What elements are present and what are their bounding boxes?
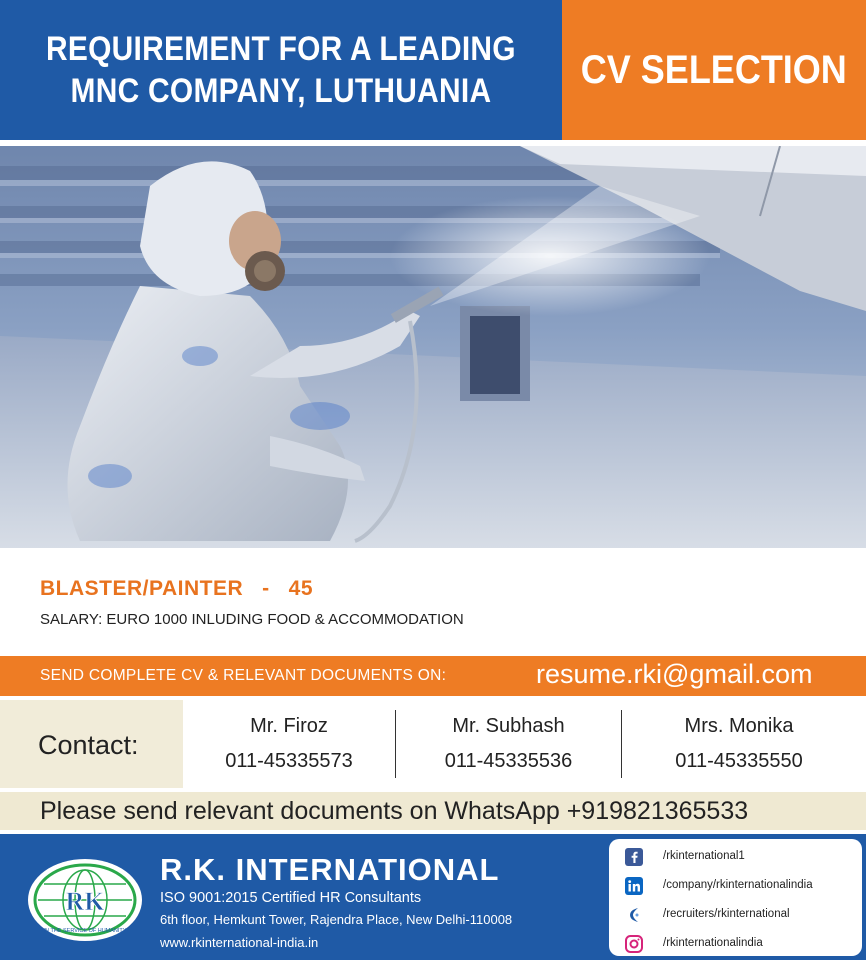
social-link-linkedin[interactable] <box>609 874 862 898</box>
contact-person <box>622 700 856 788</box>
job-title-row <box>40 577 313 601</box>
resume-email-link[interactable]: resume.rki@gmail.com <box>536 659 813 689</box>
contact-phone[interactable]: 011-45335573 <box>225 750 353 772</box>
contact-list <box>183 700 866 788</box>
contact-name: Mr. Firoz <box>250 715 328 737</box>
cv-selection-panel <box>562 0 866 140</box>
salary-text: SALARY: EURO 1000 INLUDING FOOD & ACCOMMODATION <box>40 611 464 628</box>
contact-label-box <box>0 700 183 788</box>
svg-text:RK: RK <box>65 887 105 916</box>
company-certification: ISO 9001:2015 Certified HR Consultants <box>160 890 422 906</box>
company-name: R.K. INTERNATIONAL <box>160 852 500 887</box>
company-website-link[interactable]: www.rkinternational-india.in <box>160 935 319 950</box>
rk-logo <box>26 858 144 942</box>
whatsapp-text: Please send relevant documents on WhatsApp +919821365533 <box>40 797 749 825</box>
social-link-facebook[interactable] <box>609 845 862 869</box>
social-links-panel <box>609 839 862 956</box>
page-title <box>46 28 516 112</box>
spray-painter-photo <box>0 146 866 548</box>
contact-label: Contact: <box>38 730 139 760</box>
instagram-handle: /rkinternationalindia <box>663 937 763 949</box>
contact-phone[interactable]: 011-45335550 <box>675 750 803 772</box>
linkedin-icon <box>625 877 643 895</box>
naukri-handle: /recruiters/rkinternational <box>663 908 790 920</box>
contact-name: Mr. Subhash <box>452 715 565 737</box>
cv-selection-badge: CV SELECTION <box>580 47 848 92</box>
linkedin-handle: /company/rkinternationalindia <box>663 879 813 891</box>
header-title-panel <box>0 0 562 140</box>
send-cv-bar <box>0 656 866 696</box>
title-line-2: MNC COMPANY, LUTHUANIA <box>70 72 492 110</box>
company-footer <box>0 834 866 960</box>
title-line-1: REQUIREMENT FOR A LEADING <box>46 30 516 68</box>
naukri-icon <box>625 906 643 924</box>
contact-name: Mrs. Monika <box>684 715 794 737</box>
send-cv-label: SEND COMPLETE CV & RELEVANT DOCUMENTS ON: <box>40 667 447 684</box>
header-banner <box>0 0 866 140</box>
whatsapp-bar <box>0 792 866 830</box>
job-count: 45 <box>288 577 314 600</box>
facebook-handle: /rkinternational1 <box>663 850 745 862</box>
company-address: 6th floor, Hemkunt Tower, Rajendra Place, New Delhi-110008 <box>160 912 513 927</box>
contact-person <box>183 700 395 788</box>
facebook-icon <box>625 848 643 866</box>
contact-phone[interactable]: 011-45335536 <box>444 750 573 772</box>
contact-person <box>396 700 621 788</box>
instagram-icon <box>625 935 643 953</box>
svg-text:IN THE SERVICE OF HUMANITY: IN THE SERVICE OF HUMANITY <box>43 928 127 934</box>
job-separator: - <box>262 577 270 600</box>
social-link-naukri[interactable] <box>609 903 862 927</box>
job-title: BLASTER/PAINTER <box>40 577 244 600</box>
social-link-instagram[interactable] <box>609 932 862 956</box>
